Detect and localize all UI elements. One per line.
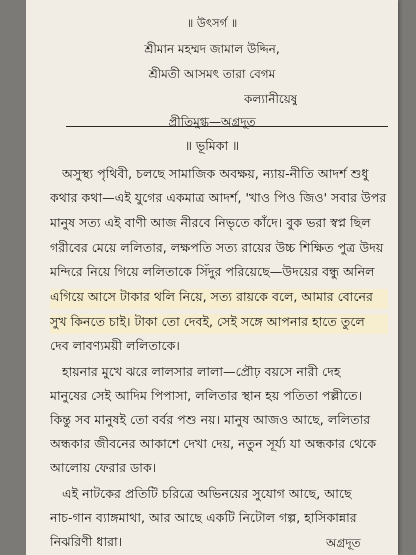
preface-line: কথার কথা—এই যুগের একমাত্র আদর্শ, 'খাও পিও জিও' সবার উপর bbox=[50, 190, 387, 205]
preface-heading: ॥ ভূমিকা ॥ bbox=[184, 138, 240, 153]
preface-signature: অগ্রদূত bbox=[326, 536, 361, 550]
preface-line: এই নাটকের প্রতিটি চরিত্রে অভিনয়ের সুযোগ আছে, আছে bbox=[62, 486, 352, 501]
preface-line: গরীবের মেয়ে ললিতার, লক্ষপতি সত্য রায়ের উচ্চ শিক্ষিত পুত্র উদয় bbox=[50, 240, 384, 255]
dedication-recipient-2: শ্রীমতী আসমৎ তারা বেগম bbox=[148, 67, 276, 81]
section-divider bbox=[66, 126, 388, 127]
dedication-from: প্রীতিমুগ্ধ—অগ্রদূত bbox=[168, 115, 256, 129]
preface-line: দেব লাবণ্যময়ী ললিতাকে। bbox=[50, 338, 180, 353]
preface-line: নাচ-গান ব্যাঙ্গমাথা, আর আছে একটি নিটোল গল্প, হাসিকান্নার bbox=[50, 510, 357, 525]
dedication-recipient-1: শ্রীমান মহম্মদ জামাল উদ্দিন, bbox=[144, 42, 280, 56]
preface-line: সুখ কিনতে চাই। টাকা তো দেবই, সেই সঙ্গে আপনার হাতে তুলে bbox=[50, 314, 388, 334]
preface-line: এগিয়ে আসে টাকার থলি নিয়ে, সত্য রায়কে বলে, আমার বোনের bbox=[50, 289, 388, 309]
dedication-heading: ॥ উৎসর্গ ॥ bbox=[186, 16, 238, 30]
preface-line: হায়নার মুখে ঝরে লালসার লালা—প্রৌঢ় বয়সে নারী দেহ bbox=[62, 364, 341, 379]
preface-line: অন্ধকার জীবনের আকাশে দেখা দেয়, নতুন সূর্য্য যা অন্ধকার থেকে bbox=[50, 436, 377, 451]
preface-line: মানুষের সেই আদিম পিপাসা, ললিতার স্থান হয় পতিতা পল্লীতে। bbox=[50, 388, 363, 403]
preface-line: নিঝরিণী ধারা। bbox=[50, 534, 123, 549]
book-page bbox=[26, 0, 398, 555]
preface-line: মন্দিরে নিয়ে গিয়ে ললিতাকে সিঁদুর পরিয়েছে—উদয়ের বন্ধু অনিল bbox=[50, 264, 375, 279]
preface-line: কিন্তু সব মানুষই তো বর্বর পশু নয়। মানুষ আজও আছে, ললিতার bbox=[50, 412, 371, 427]
preface-line: অসুস্থ্য পৃথিবী, চলছে সামাজিক অবক্ষয়, ন্যায়-নীতি আদর্শ শুধু bbox=[62, 166, 369, 181]
dedication-blessing: কল্যানীয়েষু bbox=[244, 92, 298, 106]
preface-line: আলোয় ফেরার ডাক। bbox=[50, 460, 157, 475]
preface-line: মানুষ সত্য এই বাণী আজ নীরবে নিভৃতে কাঁদে। বুক ভরা স্বপ্ন ছিল bbox=[50, 215, 371, 230]
